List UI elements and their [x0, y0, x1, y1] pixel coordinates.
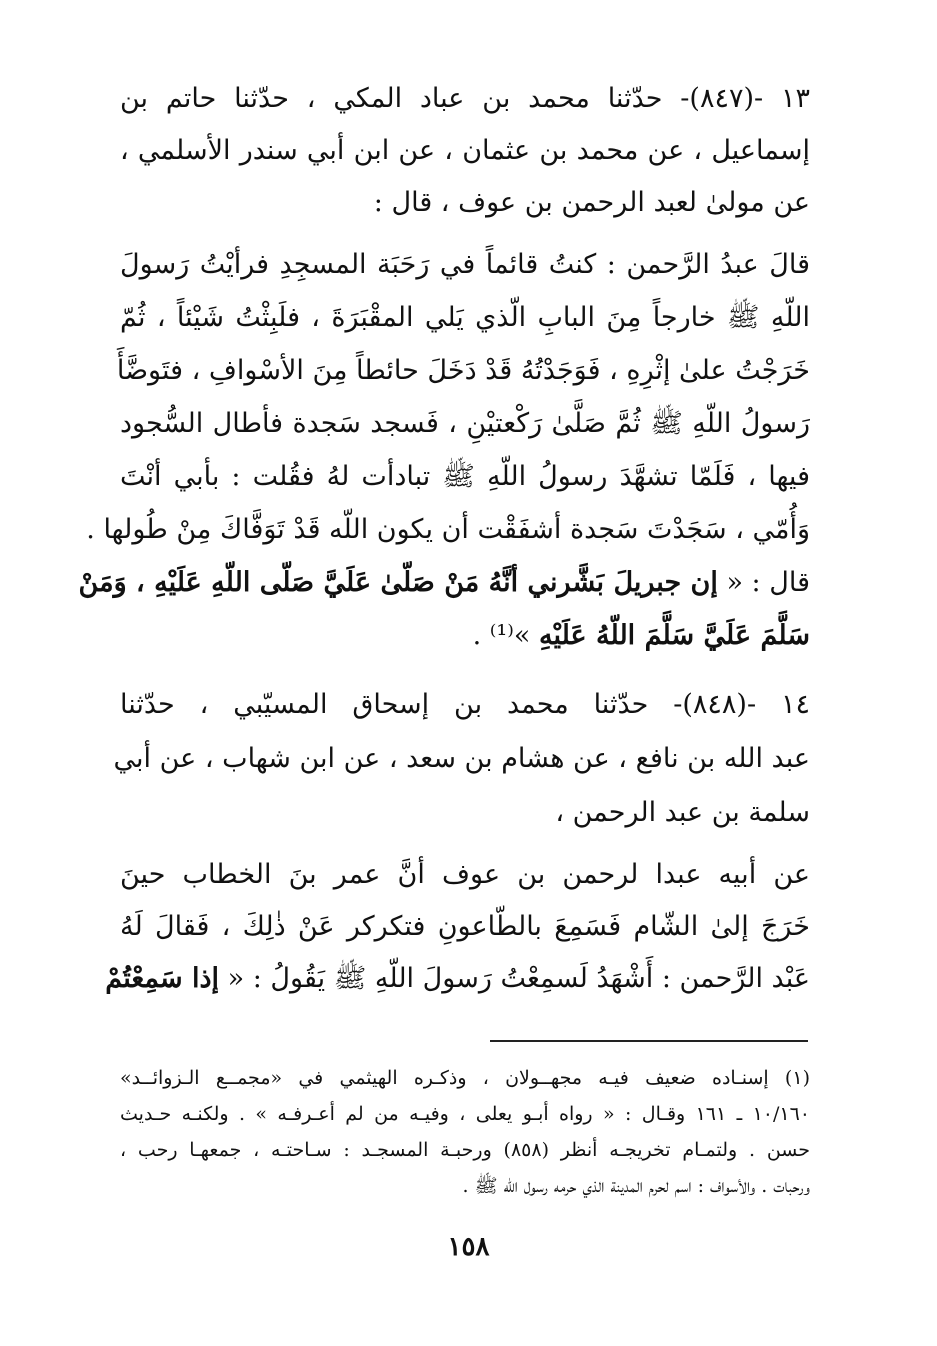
text-line: ١٣ -(٨٤٧)- حدّثنا محمد بن عباد المكي ، حدّثنا حاتم بن — [120, 83, 810, 114]
text-line: وَأُمّي ، سَجَدْتَ سَجدة أشفَقْت أن يكون اللّه قَدْ تَوَفَّاكَ مِنْ طُولها . — [86, 514, 810, 545]
text-line — [105, 952, 810, 1006]
text-line: خَرَجَ إلىٰ الشّام فَسَمِعَ بالطّاعونِ فتكركر عَنْ ذٰلِكَ ، فَقالَ لَهُ — [120, 911, 810, 942]
footnote-separator — [490, 1040, 808, 1042]
prophetic-quote: إذا سَمِعْتُمْ — [105, 963, 220, 994]
footnote-line: (١) إسنـاده ضعيف فيـه مجهــولان ، وذكـره الهيثمي في «مجمــع الـزوائــد» — [120, 1067, 810, 1089]
text-line: خَرَجْتُ علىٰ إثْرِهِ ، فَوَجَدْتُهُ قَدْ دَخَلَ حائطاً مِنَ الأسْوافِ ، فتَوضَّأَ — [116, 355, 810, 386]
prophetic-quote: سَلَّمَ عَلَيَّ سَلَّمَ اللّهُ عَلَيْهِ — [538, 620, 810, 651]
text-line: إسماعيل ، عن محمد بن عثمان ، عن ابن أبي سندر الأسلمي ، — [120, 135, 810, 166]
text-line: عن مولىٰ لعبد الرحمن بن عوف ، قال : — [373, 187, 810, 218]
prophetic-quote: إن جبريلَ بَشَّرني أنَّهُ مَنْ صَلّىٰ عَلَيَّ صَلّى اللّهِ عَلَيْهِ ، وَمَنْ — [78, 567, 718, 598]
text-line: عبد الله بن نافع ، عن هشام بن سعد ، عن ابن شهاب ، عن أبي — [113, 743, 810, 774]
quote-close-footnote-ref: »⁽¹⁾ . — [472, 620, 539, 651]
text-line: قالَ عبدُ الرَّحمن : كنتُ قائماً في رَحَبَة المسجِدِ فرأيْتُ رَسولَ — [120, 249, 810, 280]
text-line — [120, 609, 810, 663]
text-line: اللّهِ ﷺ خارجاً مِنَ البابِ الّذي يَلي المقْبَرَةَ ، فلَبِثْتُ شَيْئاً ، ثُمّ — [120, 302, 810, 333]
text-line: عن أبيه عبدا لرحمن بن عوف أنَّ عمر بنَ الخطاب حينَ — [120, 859, 810, 890]
text-line: ١٤ -(٨٤٨)- حدّثنا محمد بن إسحاق المسيّبي ، حدّثنا — [120, 689, 810, 720]
text-line — [78, 556, 810, 610]
footnote-line: حسن . ولتمـام تخريجـه أنظر (٨٥٨) ورحبـة المسجـد : سـاحتـه ، جمعهـا رحب ، — [120, 1139, 810, 1161]
text-line: فيها ، فَلَمّا تشهَّدَ رسولُ اللّهِ ﷺ تبادأت لهُ فقُلت : بأبي أنْتَ — [120, 461, 810, 492]
text-line: سلمة بن عبد الرحمن ، — [555, 797, 810, 828]
quote-intro: قال : « — [717, 567, 810, 598]
footnote-line: ١٠/١٦٠ ـ ١٦١ وقـال : « رواه أبـو يعلى ، وفيـه من لم أعـرفـه » . ولكنـه حـديث — [120, 1103, 810, 1125]
text-line: رَسولُ اللّهِ ﷺ ثُمَّ صَلَّىٰ رَكْعتيْنِ ، فَسجد سَجدة فأطال السُّجود — [120, 408, 810, 439]
page-number: ١٥٨ — [447, 1232, 490, 1262]
footnote-line: ورحبات . والأسواف : اسم لحرم المدينة الذي حرمه رسول الله ﷺ . — [462, 1175, 810, 1197]
quote-intro: عَبْد الرَّحمن : أَشْهَدُ لَسمِعْتُ رَسولَ اللّهِ ﷺ يَقُولُ : « — [219, 963, 810, 994]
